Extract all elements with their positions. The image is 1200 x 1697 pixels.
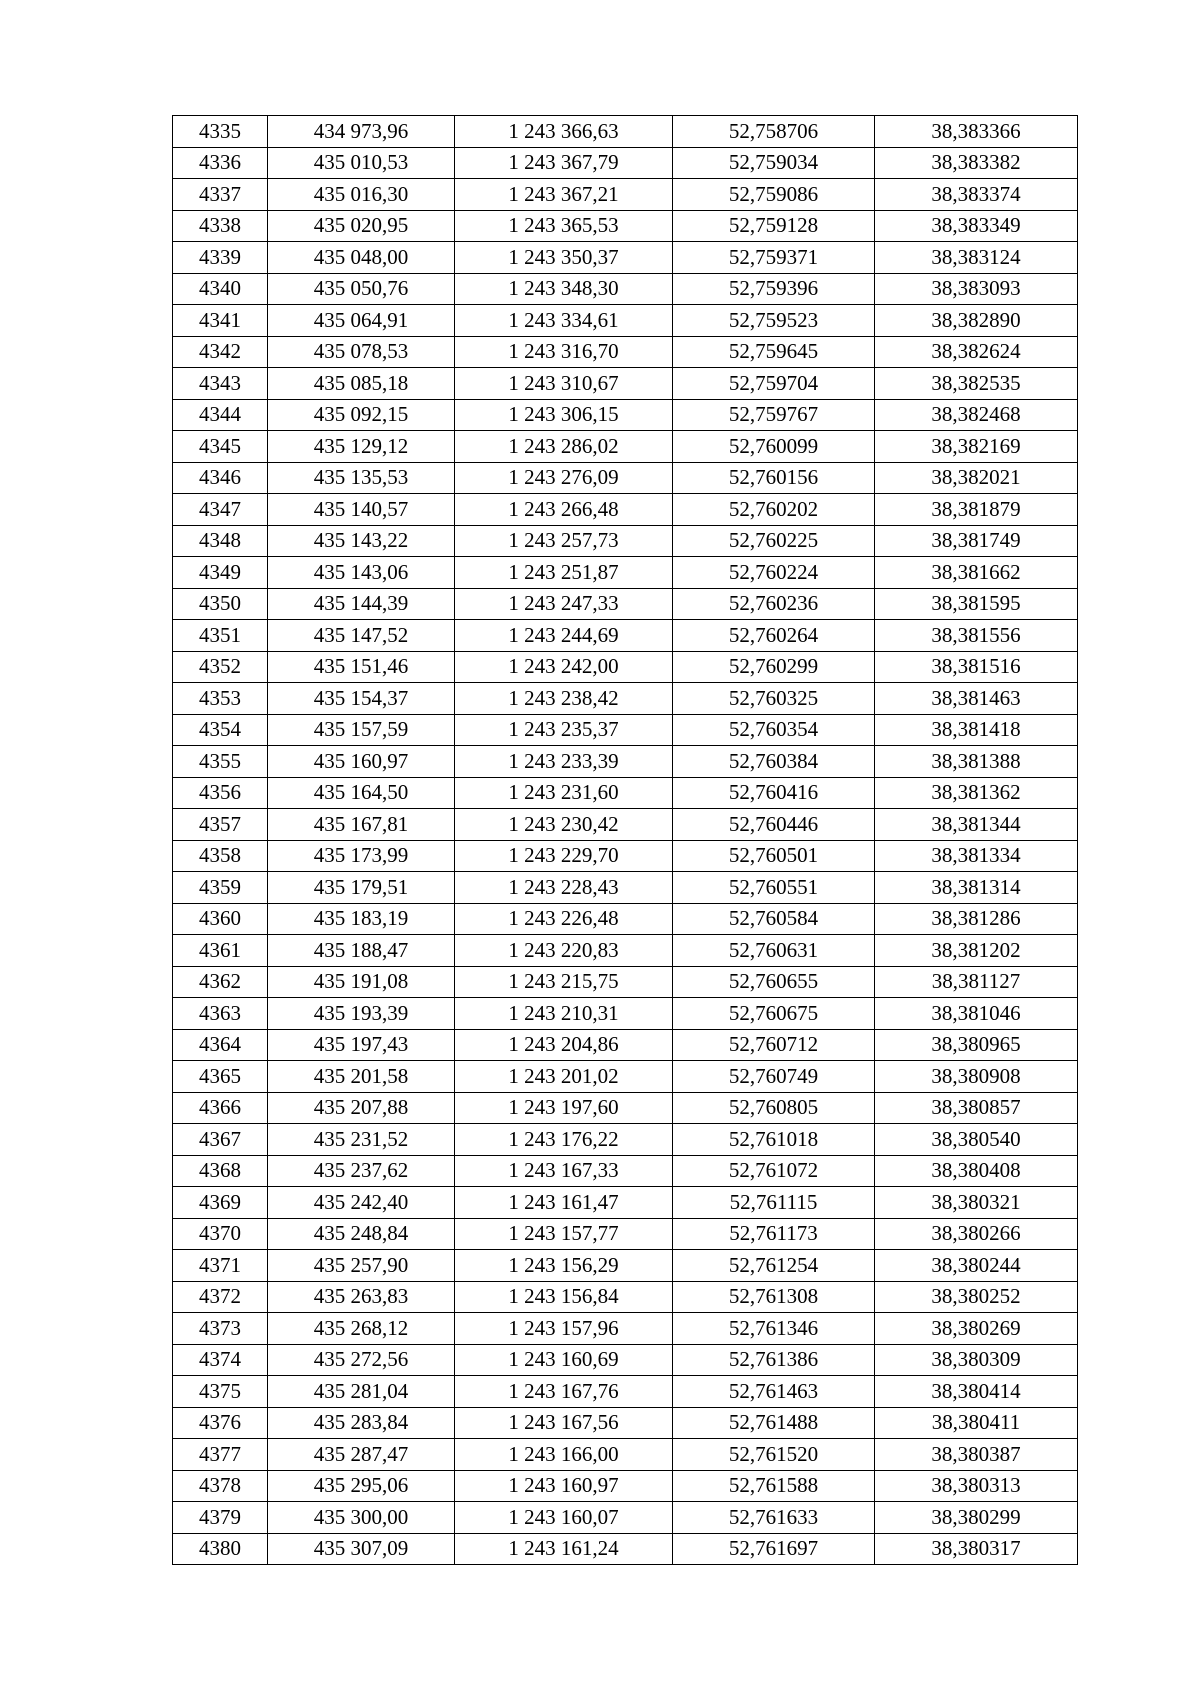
longitude-cell: 38,381595 (875, 588, 1078, 620)
table-row (173, 1407, 1078, 1439)
y-coordinate-cell: 1 243 233,39 (455, 746, 673, 778)
x-coordinate-cell: 435 183,19 (268, 903, 455, 935)
point-number-cell: 4361 (173, 935, 268, 967)
x-coordinate-cell: 435 143,22 (268, 525, 455, 557)
x-coordinate-cell: 435 164,50 (268, 777, 455, 809)
latitude-cell: 52,758706 (673, 116, 875, 148)
longitude-cell: 38,381362 (875, 777, 1078, 809)
table-row (173, 620, 1078, 652)
point-number-cell: 4353 (173, 683, 268, 715)
x-coordinate-cell: 434 973,96 (268, 116, 455, 148)
latitude-cell: 52,759034 (673, 147, 875, 179)
table-row (173, 872, 1078, 904)
table-row (173, 1092, 1078, 1124)
point-number-cell: 4336 (173, 147, 268, 179)
latitude-cell: 52,761633 (673, 1502, 875, 1534)
point-number-cell: 4358 (173, 840, 268, 872)
longitude-cell: 38,382169 (875, 431, 1078, 463)
longitude-cell: 38,380908 (875, 1061, 1078, 1093)
latitude-cell: 52,760675 (673, 998, 875, 1030)
point-number-cell: 4376 (173, 1407, 268, 1439)
longitude-cell: 38,383093 (875, 273, 1078, 305)
x-coordinate-cell: 435 157,59 (268, 714, 455, 746)
x-coordinate-cell: 435 147,52 (268, 620, 455, 652)
x-coordinate-cell: 435 191,08 (268, 966, 455, 998)
latitude-cell: 52,760099 (673, 431, 875, 463)
longitude-cell: 38,380244 (875, 1250, 1078, 1282)
table-row (173, 305, 1078, 337)
table-row (173, 746, 1078, 778)
y-coordinate-cell: 1 243 334,61 (455, 305, 673, 337)
longitude-cell: 38,381127 (875, 966, 1078, 998)
y-coordinate-cell: 1 243 157,96 (455, 1313, 673, 1345)
longitude-cell: 38,381202 (875, 935, 1078, 967)
table-row (173, 116, 1078, 148)
latitude-cell: 52,759086 (673, 179, 875, 211)
table-row (173, 903, 1078, 935)
latitude-cell: 52,759704 (673, 368, 875, 400)
x-coordinate-cell: 435 092,15 (268, 399, 455, 431)
table-row (173, 336, 1078, 368)
latitude-cell: 52,761254 (673, 1250, 875, 1282)
latitude-cell: 52,760384 (673, 746, 875, 778)
x-coordinate-cell: 435 078,53 (268, 336, 455, 368)
table-row (173, 1250, 1078, 1282)
point-number-cell: 4363 (173, 998, 268, 1030)
longitude-cell: 38,381463 (875, 683, 1078, 715)
latitude-cell: 52,759371 (673, 242, 875, 274)
y-coordinate-cell: 1 243 231,60 (455, 777, 673, 809)
latitude-cell: 52,760655 (673, 966, 875, 998)
latitude-cell: 52,761463 (673, 1376, 875, 1408)
table-row (173, 1502, 1078, 1534)
x-coordinate-cell: 435 263,83 (268, 1281, 455, 1313)
table-row (173, 1061, 1078, 1093)
table-row (173, 683, 1078, 715)
latitude-cell: 52,761386 (673, 1344, 875, 1376)
x-coordinate-cell: 435 257,90 (268, 1250, 455, 1282)
latitude-cell: 52,760225 (673, 525, 875, 557)
latitude-cell: 52,761018 (673, 1124, 875, 1156)
point-number-cell: 4345 (173, 431, 268, 463)
point-number-cell: 4354 (173, 714, 268, 746)
longitude-cell: 38,381879 (875, 494, 1078, 526)
longitude-cell: 38,381314 (875, 872, 1078, 904)
y-coordinate-cell: 1 243 365,53 (455, 210, 673, 242)
x-coordinate-cell: 435 188,47 (268, 935, 455, 967)
x-coordinate-cell: 435 197,43 (268, 1029, 455, 1061)
y-coordinate-cell: 1 243 167,76 (455, 1376, 673, 1408)
y-coordinate-cell: 1 243 167,33 (455, 1155, 673, 1187)
latitude-cell: 52,760325 (673, 683, 875, 715)
y-coordinate-cell: 1 243 235,37 (455, 714, 673, 746)
y-coordinate-cell: 1 243 176,22 (455, 1124, 673, 1156)
latitude-cell: 52,760224 (673, 557, 875, 589)
x-coordinate-cell: 435 242,40 (268, 1187, 455, 1219)
longitude-cell: 38,381749 (875, 525, 1078, 557)
latitude-cell: 52,760236 (673, 588, 875, 620)
longitude-cell: 38,381286 (875, 903, 1078, 935)
y-coordinate-cell: 1 243 257,73 (455, 525, 673, 557)
longitude-cell: 38,382890 (875, 305, 1078, 337)
longitude-cell: 38,380266 (875, 1218, 1078, 1250)
table-row (173, 966, 1078, 998)
point-number-cell: 4369 (173, 1187, 268, 1219)
longitude-cell: 38,383124 (875, 242, 1078, 274)
y-coordinate-cell: 1 243 367,79 (455, 147, 673, 179)
table-row (173, 368, 1078, 400)
y-coordinate-cell: 1 243 204,86 (455, 1029, 673, 1061)
x-coordinate-cell: 435 167,81 (268, 809, 455, 841)
table-row (173, 809, 1078, 841)
latitude-cell: 52,759523 (673, 305, 875, 337)
point-number-cell: 4378 (173, 1470, 268, 1502)
latitude-cell: 52,761115 (673, 1187, 875, 1219)
x-coordinate-cell: 435 064,91 (268, 305, 455, 337)
longitude-cell: 38,382535 (875, 368, 1078, 400)
table-row (173, 525, 1078, 557)
table-row (173, 1187, 1078, 1219)
table-row (173, 242, 1078, 274)
table-row (173, 840, 1078, 872)
point-number-cell: 4370 (173, 1218, 268, 1250)
table-row (173, 1470, 1078, 1502)
table-row (173, 210, 1078, 242)
longitude-cell: 38,383374 (875, 179, 1078, 211)
y-coordinate-cell: 1 243 201,02 (455, 1061, 673, 1093)
y-coordinate-cell: 1 243 197,60 (455, 1092, 673, 1124)
x-coordinate-cell: 435 151,46 (268, 651, 455, 683)
y-coordinate-cell: 1 243 286,02 (455, 431, 673, 463)
longitude-cell: 38,381388 (875, 746, 1078, 778)
longitude-cell: 38,380857 (875, 1092, 1078, 1124)
point-number-cell: 4373 (173, 1313, 268, 1345)
longitude-cell: 38,381516 (875, 651, 1078, 683)
y-coordinate-cell: 1 243 306,15 (455, 399, 673, 431)
point-number-cell: 4377 (173, 1439, 268, 1471)
x-coordinate-cell: 435 010,53 (268, 147, 455, 179)
x-coordinate-cell: 435 272,56 (268, 1344, 455, 1376)
table-row (173, 935, 1078, 967)
latitude-cell: 52,760202 (673, 494, 875, 526)
latitude-cell: 52,760299 (673, 651, 875, 683)
y-coordinate-cell: 1 243 242,00 (455, 651, 673, 683)
longitude-cell: 38,380965 (875, 1029, 1078, 1061)
latitude-cell: 52,760631 (673, 935, 875, 967)
latitude-cell: 52,760551 (673, 872, 875, 904)
x-coordinate-cell: 435 179,51 (268, 872, 455, 904)
y-coordinate-cell: 1 243 247,33 (455, 588, 673, 620)
y-coordinate-cell: 1 243 161,47 (455, 1187, 673, 1219)
latitude-cell: 52,761697 (673, 1533, 875, 1565)
x-coordinate-cell: 435 016,30 (268, 179, 455, 211)
y-coordinate-cell: 1 243 367,21 (455, 179, 673, 211)
y-coordinate-cell: 1 243 366,63 (455, 116, 673, 148)
point-number-cell: 4346 (173, 462, 268, 494)
x-coordinate-cell: 435 160,97 (268, 746, 455, 778)
table-row (173, 714, 1078, 746)
longitude-cell: 38,383349 (875, 210, 1078, 242)
y-coordinate-cell: 1 243 350,37 (455, 242, 673, 274)
longitude-cell: 38,380321 (875, 1187, 1078, 1219)
x-coordinate-cell: 435 307,09 (268, 1533, 455, 1565)
point-number-cell: 4343 (173, 368, 268, 400)
y-coordinate-cell: 1 243 167,56 (455, 1407, 673, 1439)
y-coordinate-cell: 1 243 160,07 (455, 1502, 673, 1534)
x-coordinate-cell: 435 135,53 (268, 462, 455, 494)
table-row (173, 1313, 1078, 1345)
latitude-cell: 52,761488 (673, 1407, 875, 1439)
point-number-cell: 4380 (173, 1533, 268, 1565)
x-coordinate-cell: 435 050,76 (268, 273, 455, 305)
y-coordinate-cell: 1 243 276,09 (455, 462, 673, 494)
longitude-cell: 38,381556 (875, 620, 1078, 652)
longitude-cell: 38,380269 (875, 1313, 1078, 1345)
table-row (173, 588, 1078, 620)
point-number-cell: 4342 (173, 336, 268, 368)
point-number-cell: 4357 (173, 809, 268, 841)
latitude-cell: 52,759767 (673, 399, 875, 431)
point-number-cell: 4347 (173, 494, 268, 526)
point-number-cell: 4366 (173, 1092, 268, 1124)
table-row (173, 1533, 1078, 1565)
latitude-cell: 52,761072 (673, 1155, 875, 1187)
longitude-cell: 38,380252 (875, 1281, 1078, 1313)
table-row (173, 431, 1078, 463)
latitude-cell: 52,760712 (673, 1029, 875, 1061)
point-number-cell: 4356 (173, 777, 268, 809)
table-row (173, 147, 1078, 179)
point-number-cell: 4372 (173, 1281, 268, 1313)
x-coordinate-cell: 435 193,39 (268, 998, 455, 1030)
y-coordinate-cell: 1 243 210,31 (455, 998, 673, 1030)
y-coordinate-cell: 1 243 229,70 (455, 840, 673, 872)
longitude-cell: 38,383366 (875, 116, 1078, 148)
y-coordinate-cell: 1 243 220,83 (455, 935, 673, 967)
x-coordinate-cell: 435 300,00 (268, 1502, 455, 1534)
y-coordinate-cell: 1 243 156,84 (455, 1281, 673, 1313)
x-coordinate-cell: 435 207,88 (268, 1092, 455, 1124)
point-number-cell: 4355 (173, 746, 268, 778)
longitude-cell: 38,382021 (875, 462, 1078, 494)
point-number-cell: 4344 (173, 399, 268, 431)
x-coordinate-cell: 435 295,06 (268, 1470, 455, 1502)
longitude-cell: 38,380540 (875, 1124, 1078, 1156)
x-coordinate-cell: 435 173,99 (268, 840, 455, 872)
x-coordinate-cell: 435 020,95 (268, 210, 455, 242)
y-coordinate-cell: 1 243 310,67 (455, 368, 673, 400)
longitude-cell: 38,380313 (875, 1470, 1078, 1502)
longitude-cell: 38,380317 (875, 1533, 1078, 1565)
longitude-cell: 38,380309 (875, 1344, 1078, 1376)
x-coordinate-cell: 435 201,58 (268, 1061, 455, 1093)
table-row (173, 179, 1078, 211)
x-coordinate-cell: 435 231,52 (268, 1124, 455, 1156)
y-coordinate-cell: 1 243 244,69 (455, 620, 673, 652)
y-coordinate-cell: 1 243 266,48 (455, 494, 673, 526)
latitude-cell: 52,761520 (673, 1439, 875, 1471)
latitude-cell: 52,761346 (673, 1313, 875, 1345)
x-coordinate-cell: 435 154,37 (268, 683, 455, 715)
point-number-cell: 4367 (173, 1124, 268, 1156)
x-coordinate-cell: 435 287,47 (268, 1439, 455, 1471)
table-row (173, 1344, 1078, 1376)
point-number-cell: 4349 (173, 557, 268, 589)
table-row (173, 273, 1078, 305)
table-body (173, 116, 1078, 1565)
point-number-cell: 4351 (173, 620, 268, 652)
point-number-cell: 4374 (173, 1344, 268, 1376)
point-number-cell: 4371 (173, 1250, 268, 1282)
table-row (173, 494, 1078, 526)
table-row (173, 998, 1078, 1030)
point-number-cell: 4362 (173, 966, 268, 998)
x-coordinate-cell: 435 237,62 (268, 1155, 455, 1187)
latitude-cell: 52,759128 (673, 210, 875, 242)
y-coordinate-cell: 1 243 251,87 (455, 557, 673, 589)
latitude-cell: 52,761308 (673, 1281, 875, 1313)
x-coordinate-cell: 435 144,39 (268, 588, 455, 620)
x-coordinate-cell: 435 048,00 (268, 242, 455, 274)
y-coordinate-cell: 1 243 226,48 (455, 903, 673, 935)
point-number-cell: 4364 (173, 1029, 268, 1061)
latitude-cell: 52,760446 (673, 809, 875, 841)
point-number-cell: 4350 (173, 588, 268, 620)
table-row (173, 651, 1078, 683)
table-row (173, 1029, 1078, 1061)
x-coordinate-cell: 435 085,18 (268, 368, 455, 400)
longitude-cell: 38,381334 (875, 840, 1078, 872)
longitude-cell: 38,381418 (875, 714, 1078, 746)
y-coordinate-cell: 1 243 157,77 (455, 1218, 673, 1250)
latitude-cell: 52,760416 (673, 777, 875, 809)
table-row (173, 1376, 1078, 1408)
y-coordinate-cell: 1 243 160,97 (455, 1470, 673, 1502)
point-number-cell: 4375 (173, 1376, 268, 1408)
longitude-cell: 38,380387 (875, 1439, 1078, 1471)
longitude-cell: 38,381662 (875, 557, 1078, 589)
longitude-cell: 38,381046 (875, 998, 1078, 1030)
longitude-cell: 38,380408 (875, 1155, 1078, 1187)
longitude-cell: 38,383382 (875, 147, 1078, 179)
y-coordinate-cell: 1 243 230,42 (455, 809, 673, 841)
longitude-cell: 38,382468 (875, 399, 1078, 431)
point-number-cell: 4339 (173, 242, 268, 274)
y-coordinate-cell: 1 243 316,70 (455, 336, 673, 368)
x-coordinate-cell: 435 281,04 (268, 1376, 455, 1408)
table-row (173, 1281, 1078, 1313)
table-row (173, 1124, 1078, 1156)
latitude-cell: 52,760354 (673, 714, 875, 746)
longitude-cell: 38,380414 (875, 1376, 1078, 1408)
longitude-cell: 38,380411 (875, 1407, 1078, 1439)
latitude-cell: 52,759645 (673, 336, 875, 368)
latitude-cell: 52,760749 (673, 1061, 875, 1093)
x-coordinate-cell: 435 268,12 (268, 1313, 455, 1345)
longitude-cell: 38,382624 (875, 336, 1078, 368)
point-number-cell: 4338 (173, 210, 268, 242)
point-number-cell: 4360 (173, 903, 268, 935)
latitude-cell: 52,760501 (673, 840, 875, 872)
latitude-cell: 52,760584 (673, 903, 875, 935)
point-number-cell: 4352 (173, 651, 268, 683)
table-row (173, 557, 1078, 589)
x-coordinate-cell: 435 283,84 (268, 1407, 455, 1439)
point-number-cell: 4341 (173, 305, 268, 337)
x-coordinate-cell: 435 129,12 (268, 431, 455, 463)
point-number-cell: 4379 (173, 1502, 268, 1534)
point-number-cell: 4337 (173, 179, 268, 211)
x-coordinate-cell: 435 143,06 (268, 557, 455, 589)
table-row (173, 399, 1078, 431)
table-row (173, 1155, 1078, 1187)
point-number-cell: 4335 (173, 116, 268, 148)
longitude-cell: 38,380299 (875, 1502, 1078, 1534)
point-number-cell: 4348 (173, 525, 268, 557)
latitude-cell: 52,761588 (673, 1470, 875, 1502)
y-coordinate-cell: 1 243 215,75 (455, 966, 673, 998)
y-coordinate-cell: 1 243 161,24 (455, 1533, 673, 1565)
latitude-cell: 52,761173 (673, 1218, 875, 1250)
y-coordinate-cell: 1 243 238,42 (455, 683, 673, 715)
y-coordinate-cell: 1 243 160,69 (455, 1344, 673, 1376)
longitude-cell: 38,381344 (875, 809, 1078, 841)
y-coordinate-cell: 1 243 348,30 (455, 273, 673, 305)
table-row (173, 462, 1078, 494)
y-coordinate-cell: 1 243 156,29 (455, 1250, 673, 1282)
latitude-cell: 52,759396 (673, 273, 875, 305)
latitude-cell: 52,760805 (673, 1092, 875, 1124)
point-number-cell: 4340 (173, 273, 268, 305)
latitude-cell: 52,760264 (673, 620, 875, 652)
point-number-cell: 4359 (173, 872, 268, 904)
table-row (173, 1218, 1078, 1250)
table-row (173, 1439, 1078, 1471)
point-number-cell: 4365 (173, 1061, 268, 1093)
x-coordinate-cell: 435 140,57 (268, 494, 455, 526)
y-coordinate-cell: 1 243 166,00 (455, 1439, 673, 1471)
point-number-cell: 4368 (173, 1155, 268, 1187)
table-row (173, 777, 1078, 809)
x-coordinate-cell: 435 248,84 (268, 1218, 455, 1250)
latitude-cell: 52,760156 (673, 462, 875, 494)
coordinates-table (172, 115, 1078, 1565)
y-coordinate-cell: 1 243 228,43 (455, 872, 673, 904)
